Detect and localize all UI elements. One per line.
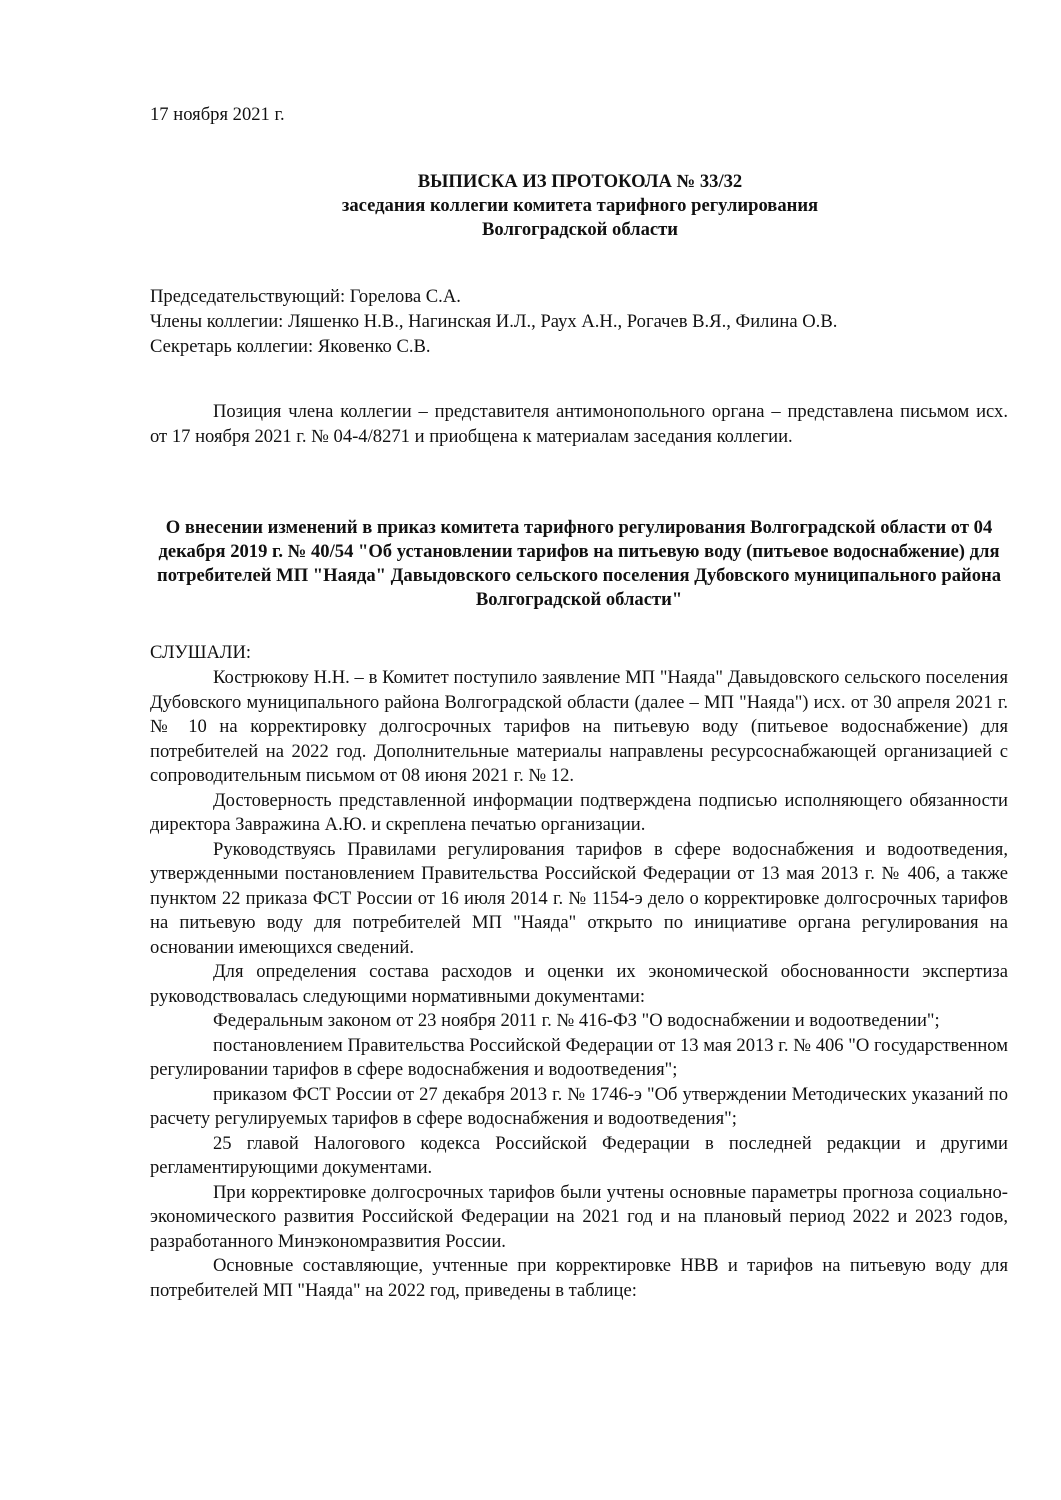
document-body bbox=[150, 666, 1008, 1303]
body-paragraph: Достоверность представленной информации подтверждена подписью исполняющего обязанности директора Завражина А.Ю. и скреплена печатью организации. bbox=[150, 789, 1008, 835]
agenda-subject: О внесении изменений в приказ комитета тарифного регулирования Волгоградской области от 04 декабря 2019 г. № 40/54 "Об установлении тарифов на питьевую воду (питьевое водоснабжение) для потребителей МП "Наяда" Давыдовского сельского поселения Дубовского муниципального района Волгоградской области" bbox=[156, 517, 1002, 610]
body-paragraph: 25 главой Налогового кодекса Российской Федерации в последней редакции и другими регламентирующими документами. bbox=[150, 1132, 1008, 1178]
board-members: Члены коллегии: Ляшенко Н.В., Нагинская И.Л., Раух А.Н., Рогачев В.Я., Филина О.В. bbox=[150, 311, 838, 332]
board-secretary: Секретарь коллегии: Яковенко С.В. bbox=[150, 336, 431, 357]
body-paragraph: Основные составляющие, учтенные при корректировке НВВ и тарифов на питьевую воду для потребителей МП "Наяда" на 2022 год, приведены в таблице: bbox=[150, 1255, 1008, 1301]
chairperson: Председательствующий: Горелова С.А. bbox=[150, 286, 461, 307]
document-title bbox=[150, 170, 1010, 242]
title-line-2: заседания коллегии комитета тарифного регулирования bbox=[341, 195, 819, 216]
body-paragraph: Федеральным законом от 23 ноября 2011 г. № 416-ФЗ "О водоснабжении и водоотведении"; bbox=[213, 1010, 940, 1031]
antimonopoly-position: Позиция члена коллегии – представителя антимонопольного органа – представлена письмом исх. от 17 ноября 2021 г. № 04-4/8271 и приобщена к материалам заседания коллегии. bbox=[150, 401, 1008, 447]
body-paragraph: Руководствуясь Правилами регулирования тарифов в сфере водоснабжения и водоотведения, утвержденными постановлением Правительства Российской Федерации от 13 мая 2013 г. № 406, а также пунктом 22 приказа ФСТ России от 16 июля 2014 г. № 1154-э дело о корректировке долгосрочных тарифов на питьевую воду для потребителей МП "Наяда" открыто по инициативе органа регулирования на основании имеющихся сведений. bbox=[150, 838, 1008, 958]
heard-label: СЛУШАЛИ: bbox=[150, 642, 252, 663]
body-paragraph: Для определения состава расходов и оценки их экономической обоснованности экспертиза руководствовалась следующими нормативными документами: bbox=[150, 961, 1008, 1007]
title-line-3: Волгоградской области bbox=[482, 219, 678, 240]
document-date: 17 ноября 2021 г. bbox=[150, 104, 285, 125]
meeting-participants bbox=[150, 284, 1010, 359]
body-paragraph: приказом ФСТ России от 27 декабря 2013 г. № 1746-э "Об утверждении Методических указаний по расчету регулируемых тарифов в сфере водоснабжения и водоотведения"; bbox=[150, 1083, 1008, 1129]
body-paragraph: При корректировке долгосрочных тарифов были учтены основные параметры прогноза социально-экономического развития Российской Федерации на 2021 год и на плановый период 2022 и 2023 годов, разработанного Минэкономразвития России. bbox=[150, 1181, 1008, 1252]
body-paragraph: Кострюкову Н.Н. – в Комитет поступило заявление МП "Наяда" Давыдовского сельского поселения Дубовского муниципального района Волгоградской области (далее – МП "Наяда") исх. от 30 апреля 2021 г. № 10 на корректировку долгосрочных тарифов на питьевую воду (питьевое водоснабжение) для потребителей на 2022 год. Дополнительные материалы направлены ресурсоснабжающей организацией с сопроводительным письмом от 08 июня 2021 г. № 12. bbox=[150, 667, 1008, 786]
title-line-1: ВЫПИСКА ИЗ ПРОТОКОЛА № 33/32 bbox=[417, 171, 743, 192]
body-paragraph: постановлением Правительства Российской Федерации от 13 мая 2013 г. № 406 "О государственном регулировании тарифов в сфере водоснабжения и водоотведения"; bbox=[150, 1034, 1008, 1080]
